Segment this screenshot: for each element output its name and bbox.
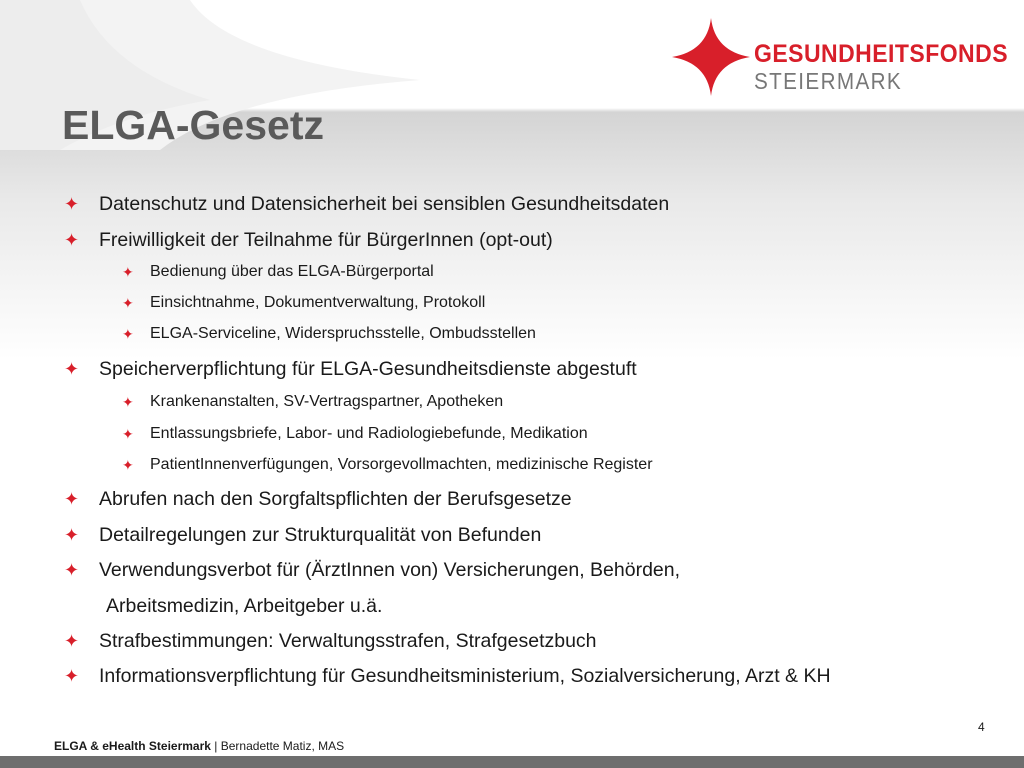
bullet-item <box>64 559 681 582</box>
bullet-text: Datenschutz und Datensicherheit bei sensiblen Gesundheitsdaten <box>99 193 670 215</box>
bullet-text: Entlassungsbriefe, Labor- und Radiologiebefunde, Medikation <box>150 425 588 442</box>
bullet-item <box>64 229 553 252</box>
bullet-star-icon: ✦ <box>64 666 80 686</box>
bullet-continuation: Arbeitsmedizin, Arbeitgeber u.ä. <box>106 595 383 617</box>
bullet-text: PatientInnenverfügungen, Vorsorgevollmachten, medizinische Register <box>150 456 653 473</box>
slide-title: ELGA-Gesetz <box>62 102 324 148</box>
bullet-item <box>64 665 831 688</box>
bullet-star-icon: ✦ <box>64 489 80 509</box>
bullet-text: Speicherverpflichtung für ELGA-Gesundheitsdienste abgestuft <box>99 358 637 380</box>
footer-organization: ELGA & eHealth Steiermark <box>54 739 211 753</box>
bullet-text: Einsichtnahme, Dokumentverwaltung, Protokoll <box>150 294 486 311</box>
bullet-star-icon: ✦ <box>64 560 80 580</box>
bullet-star-icon: ✦ <box>122 295 134 311</box>
bullet-item <box>64 524 542 547</box>
bullet-star-icon: ✦ <box>122 426 134 442</box>
gesundheitsfonds-logo <box>672 18 1009 98</box>
sub-bullet-item <box>122 393 504 411</box>
bullet-text: Detailregelungen zur Strukturqualität von Befunden <box>99 524 542 546</box>
sub-bullet-item <box>122 294 486 312</box>
bullet-text: Bedienung über das ELGA-Bürgerportal <box>150 263 434 280</box>
page-number: 4 <box>978 720 985 734</box>
sub-bullet-item <box>122 325 536 343</box>
bullet-star-icon: ✦ <box>64 359 80 379</box>
bullet-text: Abrufen nach den Sorgfaltspflichten der Berufsgesetze <box>99 488 572 510</box>
bullet-item <box>64 358 637 381</box>
bullet-text: Krankenanstalten, SV-Vertragspartner, Apotheken <box>150 393 504 410</box>
bullet-star-icon: ✦ <box>64 194 80 214</box>
bullet-star-icon: ✦ <box>122 264 134 280</box>
bullet-star-icon: ✦ <box>64 631 80 651</box>
bullet-star-icon: ✦ <box>122 326 134 342</box>
bullet-text: Strafbestimmungen: Verwaltungsstrafen, Strafgesetzbuch <box>99 630 597 652</box>
bullet-item <box>64 630 597 653</box>
bullet-star-icon: ✦ <box>122 394 134 410</box>
bullet-item <box>64 193 670 216</box>
bullet-star-icon: ✦ <box>64 230 80 250</box>
bullet-item <box>64 488 572 511</box>
logo-line-2: STEIERMARK <box>754 68 903 94</box>
bullet-star-icon: ✦ <box>64 525 80 545</box>
footer-bar <box>0 756 1024 768</box>
logo-star-icon <box>672 18 750 96</box>
sub-bullet-item <box>122 263 434 281</box>
bullet-star-icon: ✦ <box>122 457 134 473</box>
bullet-text: ELGA-Serviceline, Widerspruchsstelle, Ombudsstellen <box>150 325 536 342</box>
logo-line-1: GESUNDHEITSFONDS <box>754 40 1009 68</box>
footer-text <box>54 739 344 753</box>
bullet-text: Freiwilligkeit der Teilnahme für BürgerInnen (opt-out) <box>99 229 553 251</box>
sub-bullet-item <box>122 425 588 443</box>
bullet-text: Verwendungsverbot für (ÄrztInnen von) Versicherungen, Behörden, <box>99 559 681 581</box>
sub-bullet-item <box>122 456 653 474</box>
footer-separator: | <box>210 739 221 753</box>
footer-author: Bernadette Matiz, MAS <box>220 739 345 753</box>
bullet-text: Informationsverpflichtung für Gesundheitsministerium, Sozialversicherung, Arzt & KH <box>99 665 831 687</box>
